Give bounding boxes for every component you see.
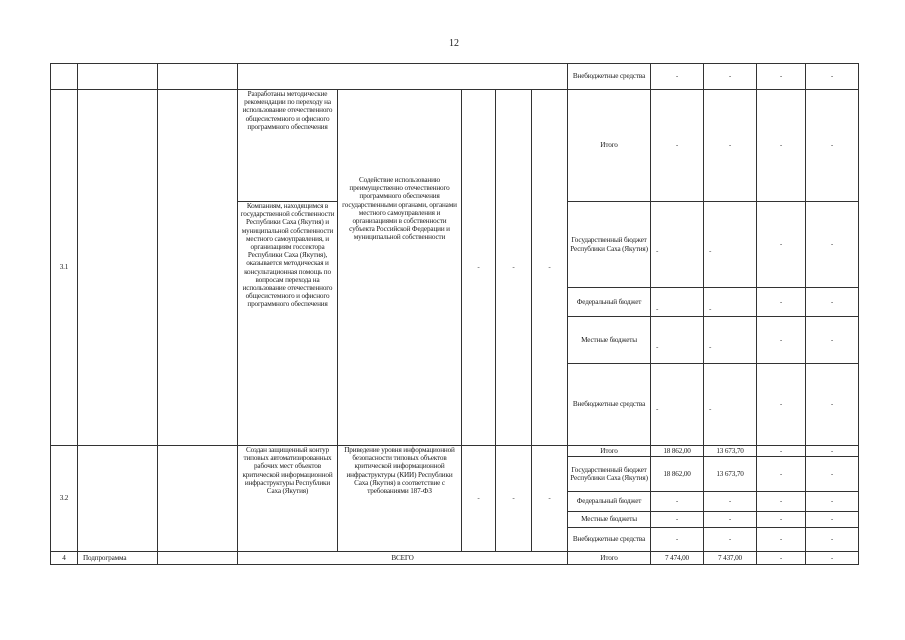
value-cell: - bbox=[806, 288, 859, 317]
funding-source: Государственный бюджет Республики Саха (Якутия) bbox=[568, 457, 651, 492]
empty-cell bbox=[158, 552, 238, 565]
budget-table bbox=[50, 63, 859, 565]
goal-text: Содействие использованию преимущественно отечественного программного обеспечения государственными органами, органами местного самоуправления и организациями в собственности субъекта Российской Федерации и муниципальной собственности bbox=[338, 90, 462, 446]
row-number: 3.2 bbox=[51, 446, 78, 552]
result-text: Создан защищенный контур типовых автоматизированных рабочих мест объектов критической информационной инфраструктуры Республики Саха (Якутия) bbox=[238, 446, 338, 552]
value-cell: - bbox=[806, 457, 859, 492]
value-cell: - bbox=[757, 492, 806, 512]
value-cell: - bbox=[757, 446, 806, 457]
value-cell: - bbox=[462, 446, 496, 552]
row-title: Подпрограмма bbox=[78, 552, 158, 565]
value-cell: - bbox=[757, 64, 806, 90]
value-cell: - bbox=[806, 446, 859, 457]
funding-source: Итого bbox=[568, 446, 651, 457]
value-cell: - bbox=[704, 528, 757, 552]
value-cell: - bbox=[651, 492, 704, 512]
funding-source: Государственный бюджет Республики Саха (Якутия) bbox=[568, 202, 651, 288]
value-cell: - bbox=[757, 317, 806, 364]
value-cell: - bbox=[757, 552, 806, 565]
funding-source: Федеральный бюджет bbox=[568, 492, 651, 512]
value-cell: - bbox=[532, 90, 568, 446]
row-number: 4 bbox=[51, 552, 78, 565]
funding-source: Федеральный бюджет bbox=[568, 288, 651, 317]
empty-cell bbox=[158, 90, 238, 446]
value-cell: - bbox=[496, 446, 532, 552]
value-cell: - bbox=[806, 90, 859, 202]
value-cell: - bbox=[651, 317, 704, 364]
value-cell: - bbox=[806, 364, 859, 446]
value-cell: - bbox=[806, 512, 859, 528]
empty-cell bbox=[78, 64, 158, 90]
value-cell: - bbox=[806, 202, 859, 288]
funding-source: Внебюджетные средства bbox=[568, 64, 651, 90]
value-cell: 18 862,00 bbox=[651, 446, 704, 457]
value-cell: - bbox=[704, 288, 757, 317]
value-cell: - bbox=[651, 288, 704, 317]
value-cell: - bbox=[757, 528, 806, 552]
funding-source: Внебюджетные средства bbox=[568, 364, 651, 446]
empty-cell bbox=[51, 64, 78, 90]
value-cell: 7 437,00 bbox=[704, 552, 757, 565]
value-cell: - bbox=[651, 64, 704, 90]
value-cell: - bbox=[757, 512, 806, 528]
funding-source: Местные бюджеты bbox=[568, 512, 651, 528]
total-label: ВСЕГО bbox=[238, 552, 568, 565]
value-cell: 13 673,70 bbox=[704, 446, 757, 457]
empty-cell bbox=[78, 90, 158, 446]
result-text: Разработаны методические рекомендации по переходу на использование отечественного общесистемного и офисного программного обеспечения bbox=[238, 90, 338, 202]
table-row bbox=[51, 64, 859, 90]
value-cell: - bbox=[757, 202, 806, 288]
value-cell: - bbox=[704, 512, 757, 528]
funding-source: Местные бюджеты bbox=[568, 317, 651, 364]
value-cell: - bbox=[757, 457, 806, 492]
result-text: Компаниям, находящимся в государственной собственности Республики Саха (Якутия) и муниципальной собственности местного самоуправления, и организациям госсектора Республики Саха (Якутия), оказывается методическая и консультационная помощь по вопросам перехода на использование отечественного общесистемного и офисного программного обеспечения bbox=[238, 202, 338, 446]
value-cell: - bbox=[704, 317, 757, 364]
funding-source: Внебюджетные средства bbox=[568, 528, 651, 552]
value-cell: - bbox=[806, 317, 859, 364]
value-cell: 13 673,70 bbox=[704, 457, 757, 492]
value-cell: - bbox=[757, 364, 806, 446]
value-cell: - bbox=[704, 64, 757, 90]
value-cell: 18 862,00 bbox=[651, 457, 704, 492]
value-cell: - bbox=[806, 552, 859, 565]
value-cell: - bbox=[806, 492, 859, 512]
table-row bbox=[51, 552, 859, 565]
value-cell: - bbox=[757, 288, 806, 317]
value-cell: - bbox=[462, 90, 496, 446]
page-number: 12 bbox=[449, 38, 459, 49]
value-cell: 7 474,00 bbox=[651, 552, 704, 565]
row-number: 3.1 bbox=[51, 90, 78, 446]
value-cell: - bbox=[704, 90, 757, 202]
funding-source: Итого bbox=[568, 90, 651, 202]
value-cell: - bbox=[806, 64, 859, 90]
value-cell: - bbox=[651, 528, 704, 552]
table-row bbox=[51, 446, 859, 457]
value-cell: - bbox=[806, 528, 859, 552]
value-cell: - bbox=[651, 512, 704, 528]
empty-cell bbox=[158, 446, 238, 552]
value-cell: - bbox=[704, 202, 757, 288]
value-cell: - bbox=[704, 492, 757, 512]
empty-cell bbox=[158, 64, 238, 90]
value-cell: - bbox=[651, 90, 704, 202]
empty-cell bbox=[238, 64, 568, 90]
value-cell: - bbox=[496, 90, 532, 446]
value-cell: - bbox=[651, 202, 704, 288]
value-cell: - bbox=[532, 446, 568, 552]
funding-source: Итого bbox=[568, 552, 651, 565]
value-cell: - bbox=[651, 364, 704, 446]
value-cell: - bbox=[757, 90, 806, 202]
table-row bbox=[51, 90, 859, 202]
value-cell: - bbox=[704, 364, 757, 446]
empty-cell bbox=[78, 446, 158, 552]
goal-text: Приведение уровня информационной безопасности типовых объектов критической информационной инфраструктуры (КИИ) Республики Саха (Якутия) в соответствие с требованиями 187-ФЗ bbox=[338, 446, 462, 552]
